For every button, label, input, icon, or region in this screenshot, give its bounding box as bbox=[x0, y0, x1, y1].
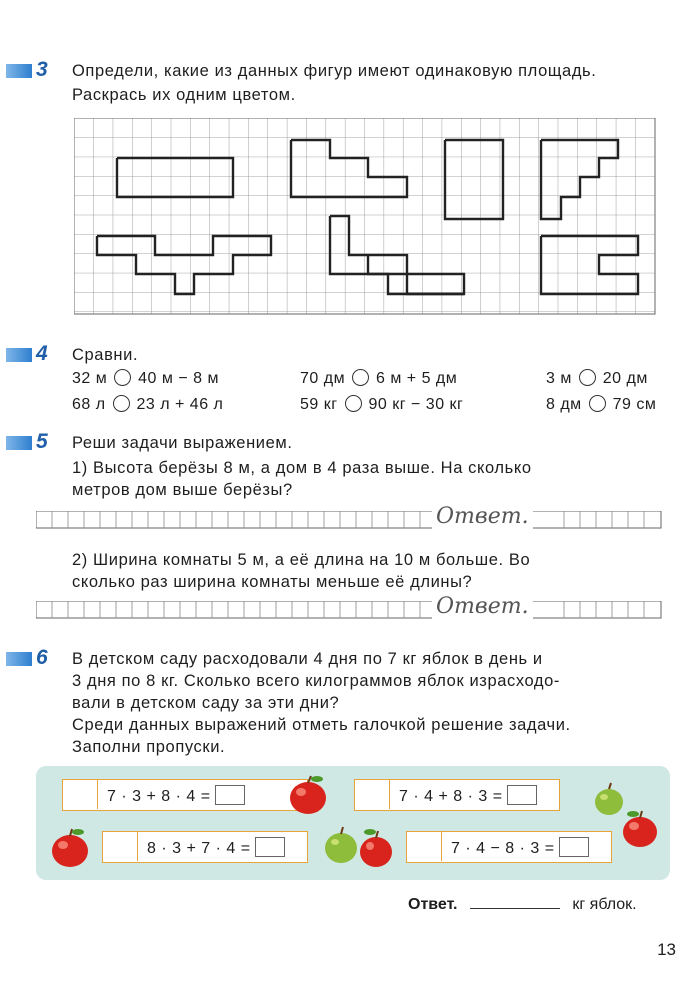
task3-text-line1: Определи, какие из данных фигур имеют одинаковую площадь. bbox=[72, 62, 597, 80]
compare-circle[interactable] bbox=[114, 369, 131, 386]
expression-row bbox=[62, 779, 308, 811]
answer-blank[interactable] bbox=[255, 837, 285, 857]
expression: 7 · 3 + 8 · 4 = bbox=[107, 785, 245, 806]
task6-text-line2: 3 дня по 8 кг. Сколько всего килограммов яблок израсходо- bbox=[72, 672, 561, 690]
task-number: 5 bbox=[36, 430, 48, 453]
compare-circle[interactable] bbox=[352, 369, 369, 386]
compare-item: 3 м 20 дм bbox=[546, 370, 648, 387]
shapes-grid bbox=[74, 118, 658, 318]
compare-item: 8 дм 79 см bbox=[546, 396, 657, 413]
expression: 8 · 3 + 7 · 4 = bbox=[147, 837, 285, 858]
compare-circle[interactable] bbox=[113, 395, 130, 412]
expression: 7 · 4 − 8 · 3 = bbox=[451, 837, 589, 858]
compare-item: 59 кг 90 кг − 30 кг bbox=[300, 396, 464, 413]
expression-row bbox=[406, 831, 612, 863]
checkbox-cell[interactable] bbox=[355, 780, 390, 809]
answer-blank[interactable] bbox=[559, 837, 589, 857]
checkbox-cell[interactable] bbox=[63, 780, 98, 809]
task-number: 4 bbox=[36, 342, 48, 365]
red-apple-icon bbox=[286, 774, 332, 816]
task5-problem1-line2: метров дом выше берёзы? bbox=[72, 481, 293, 499]
answer-cells[interactable] bbox=[36, 601, 662, 619]
answer-line[interactable] bbox=[470, 908, 560, 909]
expression: 7 · 4 + 8 · 3 = bbox=[399, 785, 537, 806]
task5-problem2-line2: сколько раз ширина комнаты меньше её длины? bbox=[72, 573, 473, 591]
final-answer bbox=[408, 896, 637, 914]
red-apple-icon bbox=[48, 826, 94, 870]
task5-problem2-line1: 2) Ширина комнаты 5 м, а её длина на 10 м больше. Во bbox=[72, 551, 531, 569]
task4-title: Сравни. bbox=[72, 346, 139, 364]
task5-problem1-line1: 1) Высота берёзы 8 м, а дом в 4 раза выше. На сколько bbox=[72, 459, 532, 477]
task-marker bbox=[6, 436, 32, 450]
page-number: 13 bbox=[657, 940, 676, 959]
answer-cells[interactable] bbox=[36, 511, 662, 529]
task-number: 3 bbox=[36, 58, 48, 81]
checkbox-cell[interactable] bbox=[407, 832, 442, 861]
compare-item: 70 дм 6 м + 5 дм bbox=[300, 370, 458, 387]
task-number: 6 bbox=[36, 646, 48, 669]
task6-text-line4: Среди данных выражений отметь галочкой решение задачи. bbox=[72, 716, 571, 734]
task3-text-line2: Раскрась их одним цветом. bbox=[72, 86, 296, 104]
answer-prefix: Ответ. bbox=[408, 896, 458, 913]
task5-title: Реши задачи выражением. bbox=[72, 434, 293, 452]
red-apple-icon bbox=[356, 826, 396, 870]
task6-text-line3: вали в детском саду за эти дни? bbox=[72, 694, 340, 712]
answer-label: Ответ. bbox=[432, 504, 533, 529]
task-marker bbox=[6, 348, 32, 362]
green-apple-icon bbox=[322, 824, 360, 866]
red-apple-icon bbox=[620, 808, 662, 850]
answer-blank[interactable] bbox=[215, 785, 245, 805]
compare-circle[interactable] bbox=[589, 395, 606, 412]
answer-suffix: кг яблок. bbox=[572, 896, 637, 913]
compare-circle[interactable] bbox=[345, 395, 362, 412]
task6-text-line5: Заполни пропуски. bbox=[72, 738, 226, 756]
task-marker bbox=[6, 64, 32, 78]
compare-circle[interactable] bbox=[579, 369, 596, 386]
answer-label: Ответ. bbox=[432, 594, 533, 619]
expression-row bbox=[102, 831, 308, 863]
compare-item: 68 л 23 л + 46 л bbox=[72, 396, 224, 413]
expression-row bbox=[354, 779, 560, 811]
checkbox-cell[interactable] bbox=[103, 832, 138, 861]
task6-text-line1: В детском саду расходовали 4 дня по 7 кг яблок в день и bbox=[72, 650, 543, 668]
answer-blank[interactable] bbox=[507, 785, 537, 805]
task-marker bbox=[6, 652, 32, 666]
compare-item: 32 м 40 м − 8 м bbox=[72, 370, 219, 387]
